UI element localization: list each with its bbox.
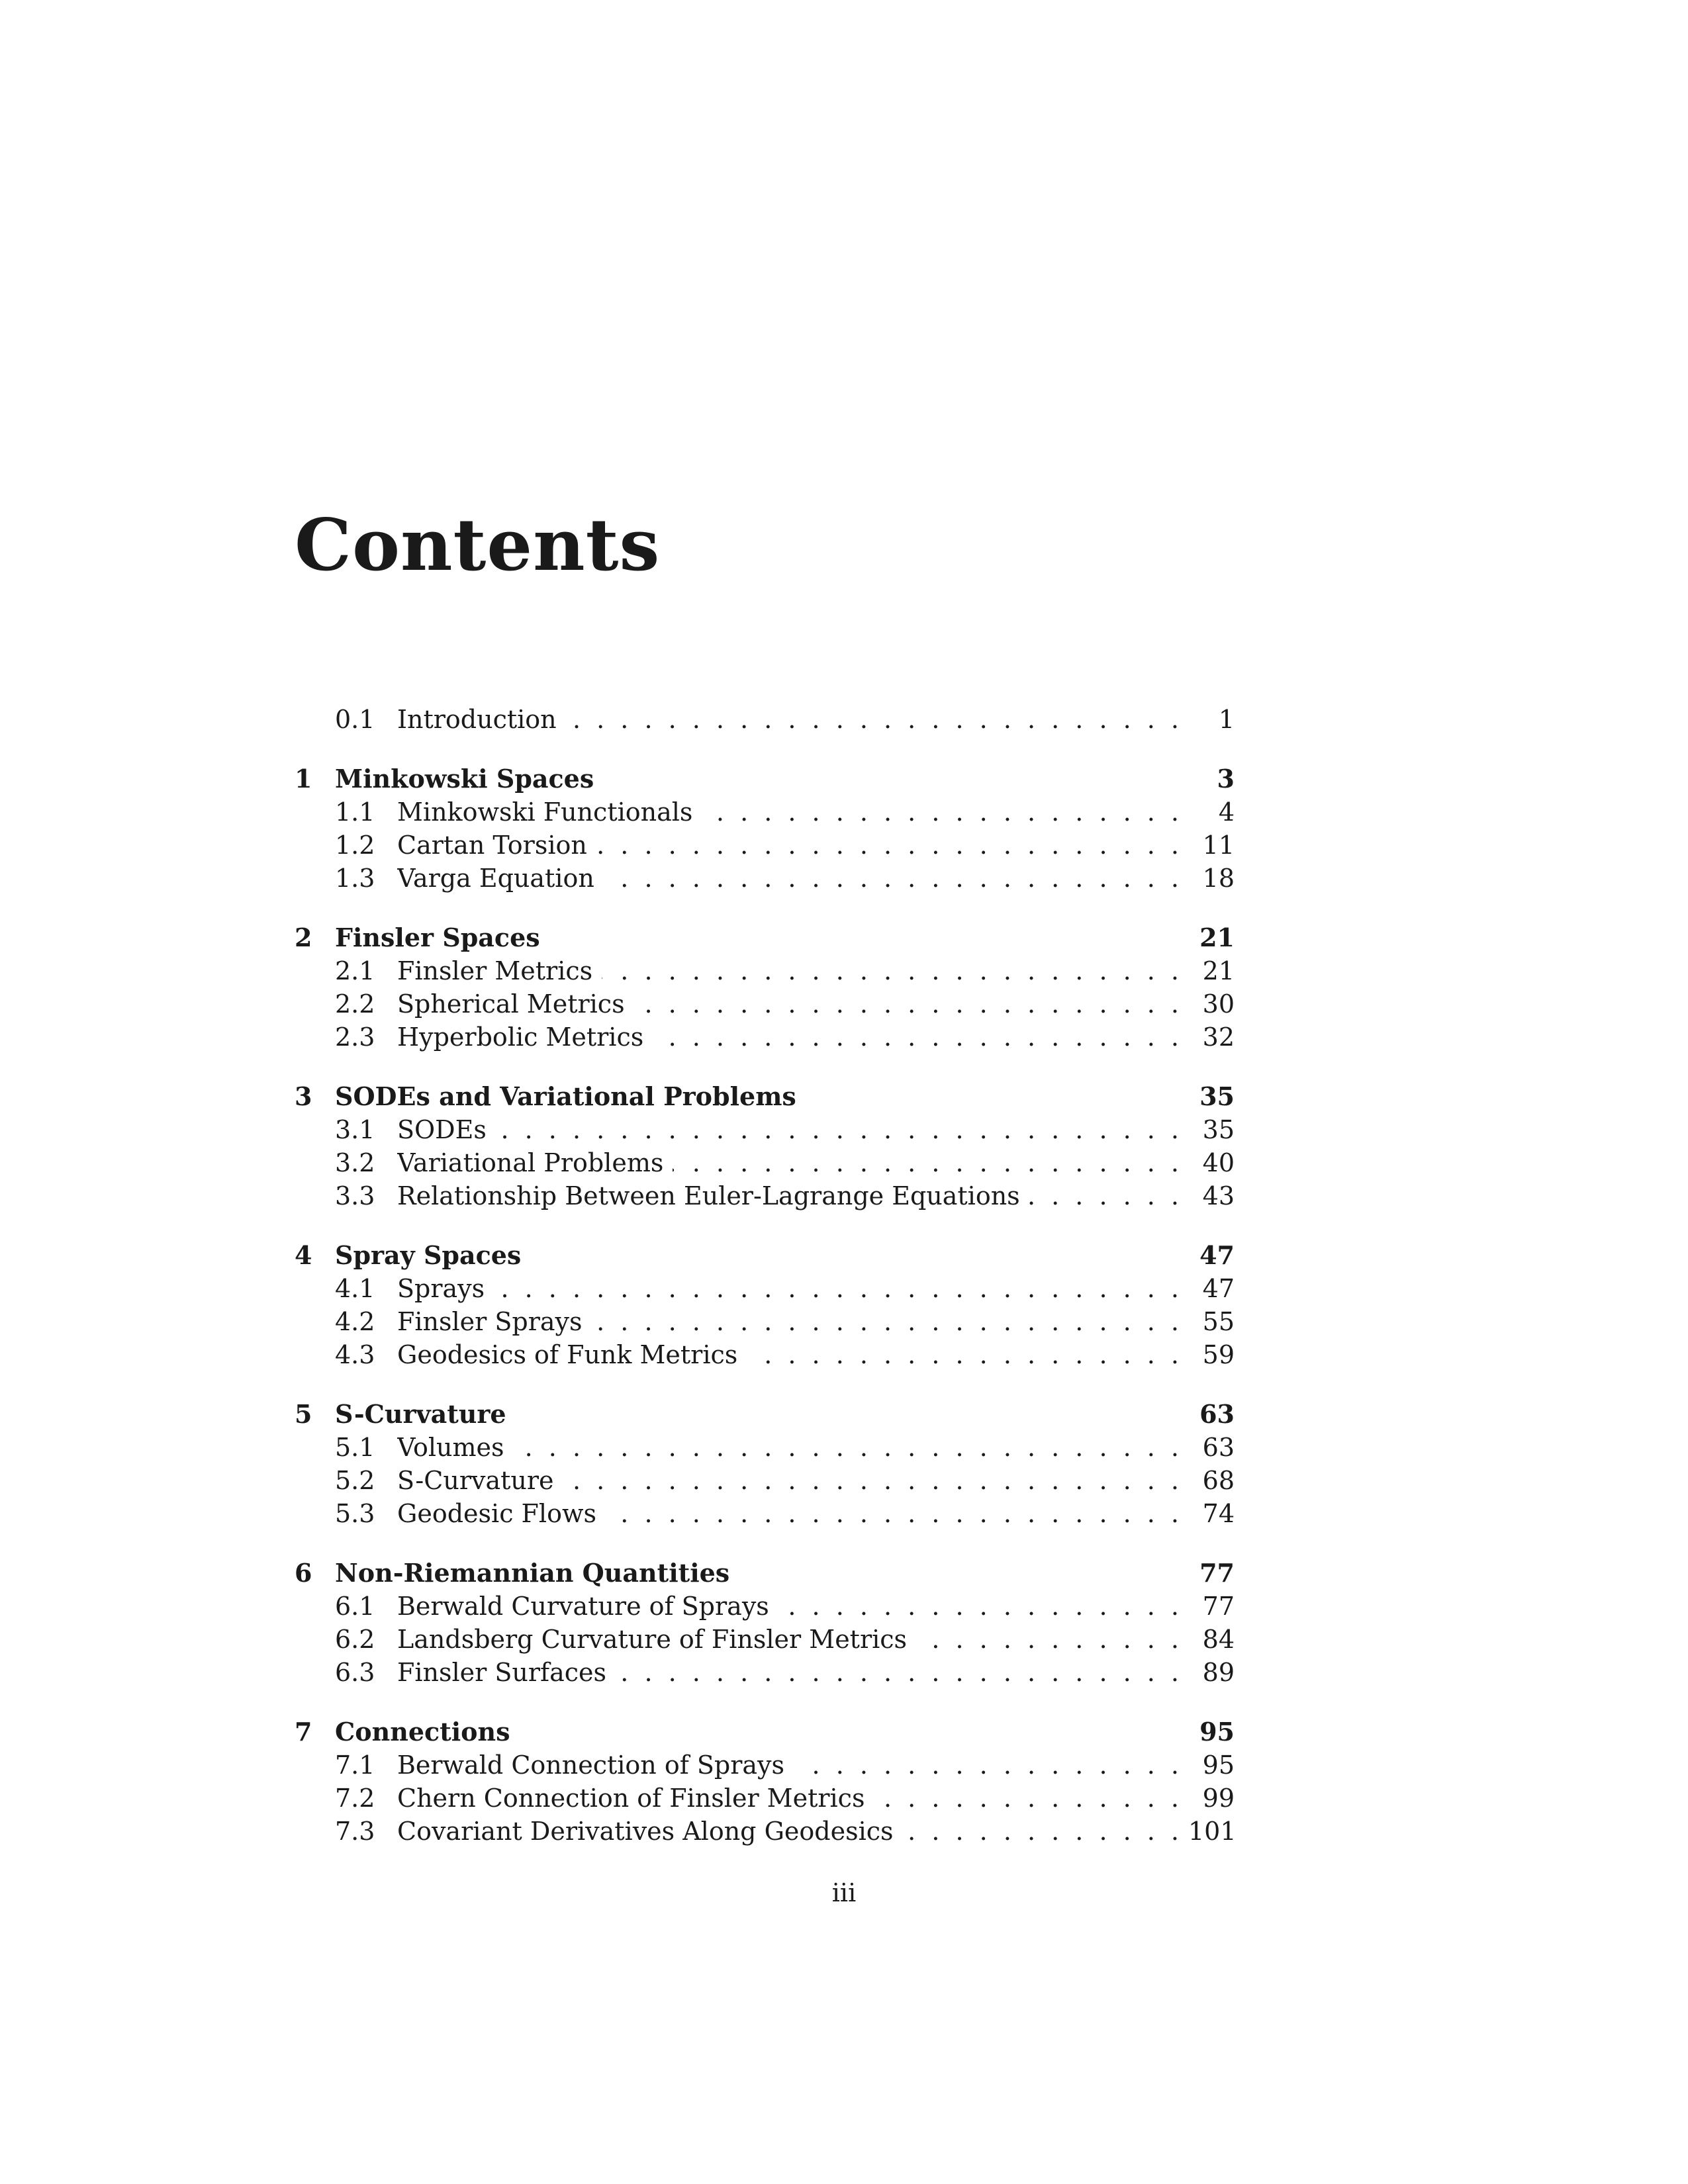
section-page: 1 [1218,705,1235,734]
section-title: Spherical Metrics . . . [397,987,1183,1021]
section-title: Introduction . . . [397,703,1183,736]
section-number: 3.2 [335,1148,375,1177]
chapter-number: 5 [295,1399,312,1429]
section-number: 6.2 [335,1625,375,1654]
section-number: 5.2 [335,1466,375,1495]
section-title: Berwald Connection of Sprays . . . [397,1749,1183,1782]
section-page: 18 [1202,864,1235,893]
page-title: Contents [295,504,661,587]
toc-section[interactable] [295,1656,1235,1689]
toc-section[interactable] [295,1272,1235,1305]
table-of-contents [295,703,1235,1848]
section-title: Hyperbolic Metrics . . . [397,1021,1183,1054]
toc-chapter-1[interactable] [295,762,1235,796]
toc-section[interactable] [295,1782,1235,1815]
toc-section[interactable] [295,796,1235,829]
chapter-number: 7 [295,1717,312,1747]
section-page: 21 [1202,956,1235,985]
section-number: 4.2 [335,1307,375,1336]
chapter-page: 35 [1199,1081,1235,1111]
section-page: 11 [1202,831,1235,860]
section-number: 2.1 [335,956,375,985]
chapter-number: 6 [295,1558,312,1588]
section-page: 4 [1218,797,1235,827]
section-title: Chern Connection of Finsler Metrics . . . [397,1782,1183,1815]
toc-section[interactable] [295,1021,1235,1054]
section-title: Covariant Derivatives Along Geodesics . . . [397,1815,1183,1848]
section-title: Finsler Metrics . . . [397,954,1183,987]
toc-chapter-5[interactable] [295,1398,1235,1431]
toc-chapter-2[interactable] [295,921,1235,954]
toc-section[interactable] [295,1623,1235,1656]
section-page: 99 [1202,1784,1235,1813]
toc-section[interactable] [295,1305,1235,1338]
section-number: 2.3 [335,1023,375,1052]
section-page: 95 [1202,1751,1235,1780]
section-page: 47 [1202,1274,1235,1303]
toc-section[interactable] [295,1146,1235,1179]
section-number: 6.1 [335,1592,375,1621]
toc-chapter-7[interactable] [295,1715,1235,1749]
toc-section[interactable] [295,987,1235,1021]
section-title: Landsberg Curvature of Finsler Metrics . . . [397,1623,1183,1656]
chapter-page: 21 [1199,923,1235,952]
section-number: 7.1 [335,1751,375,1780]
chapter-number: 2 [295,923,312,952]
toc-section[interactable] [295,1749,1235,1782]
toc-section[interactable] [295,1464,1235,1497]
chapter-title: Non-Riemannian Quantities [335,1558,730,1588]
section-number: 1.2 [335,831,375,860]
section-page: 43 [1202,1181,1235,1210]
chapter-title: S-Curvature [335,1399,506,1429]
chapter-title: Connections [335,1717,510,1747]
section-title: Variational Problems . . . [397,1146,1183,1179]
toc-section[interactable] [295,1590,1235,1623]
section-title: Varga Equation . . . [397,862,1183,895]
toc-section[interactable] [295,1113,1235,1146]
chapter-title: SODEs and Variational Problems [335,1081,796,1111]
section-title: Volumes . . . [397,1431,1183,1464]
section-title: Geodesic Flows . . . [397,1497,1183,1530]
toc-section[interactable] [295,1497,1235,1530]
section-page: 74 [1202,1499,1235,1528]
chapter-number: 3 [295,1081,312,1111]
chapter-page: 95 [1199,1717,1235,1747]
section-number: 1.3 [335,864,375,893]
section-number: 4.3 [335,1340,375,1369]
section-page: 101 [1188,1817,1237,1846]
page-number: iii [831,1878,857,1907]
section-title: Finsler Sprays . . . [397,1305,1183,1338]
section-number: 3.3 [335,1181,375,1210]
section-number: 7.3 [335,1817,375,1846]
section-title: Berwald Curvature of Sprays . . . [397,1590,1183,1623]
section-title: Relationship Between Euler-Lagrange Equations . . . [397,1179,1183,1212]
toc-section[interactable] [295,954,1235,987]
section-number: 7.2 [335,1784,375,1813]
chapter-page: 47 [1199,1240,1235,1270]
section-title: Cartan Torsion . . . [397,829,1183,862]
section-title: Minkowski Functionals . . . [397,796,1183,829]
section-page: 84 [1202,1625,1235,1654]
section-page: 59 [1202,1340,1235,1369]
chapter-page: 77 [1199,1558,1235,1588]
chapter-page: 3 [1217,764,1235,794]
section-page: 68 [1202,1466,1235,1495]
section-number: 1.1 [335,797,375,827]
section-page: 32 [1202,1023,1235,1052]
chapter-title: Spray Spaces [335,1240,522,1270]
chapter-page: 63 [1199,1399,1235,1429]
section-title: SODEs . . . [397,1113,1183,1146]
section-page: 35 [1202,1115,1235,1144]
section-number: 0.1 [335,705,375,734]
chapter-number: 4 [295,1240,312,1270]
toc-section[interactable] [295,1815,1235,1848]
toc-section[interactable] [295,829,1235,862]
section-page: 30 [1202,989,1235,1019]
section-title: Sprays . . . [397,1272,1183,1305]
section-number: 5.3 [335,1499,375,1528]
section-page: 89 [1202,1658,1235,1687]
section-title: Finsler Surfaces . . . [397,1656,1183,1689]
section-title: S-Curvature . . . [397,1464,1183,1497]
section-page: 55 [1202,1307,1235,1336]
toc-section[interactable] [295,1431,1235,1464]
section-number: 4.1 [335,1274,375,1303]
toc-section[interactable] [295,1179,1235,1212]
section-number: 5.1 [335,1433,375,1462]
toc-section[interactable] [295,1338,1235,1371]
section-page: 40 [1202,1148,1235,1177]
toc-entry-intro[interactable] [295,703,1235,736]
toc-section[interactable] [295,862,1235,895]
toc-chapter-3[interactable] [295,1080,1235,1113]
section-page: 63 [1202,1433,1235,1462]
chapter-number: 1 [295,764,312,794]
section-number: 6.3 [335,1658,375,1687]
toc-chapter-6[interactable] [295,1557,1235,1590]
chapter-title: Finsler Spaces [335,923,540,952]
section-number: 2.2 [335,989,375,1019]
section-page: 77 [1202,1592,1235,1621]
toc-chapter-4[interactable] [295,1239,1235,1272]
section-number: 3.1 [335,1115,375,1144]
chapter-title: Minkowski Spaces [335,764,594,794]
section-title: Geodesics of Funk Metrics . . . [397,1338,1183,1371]
